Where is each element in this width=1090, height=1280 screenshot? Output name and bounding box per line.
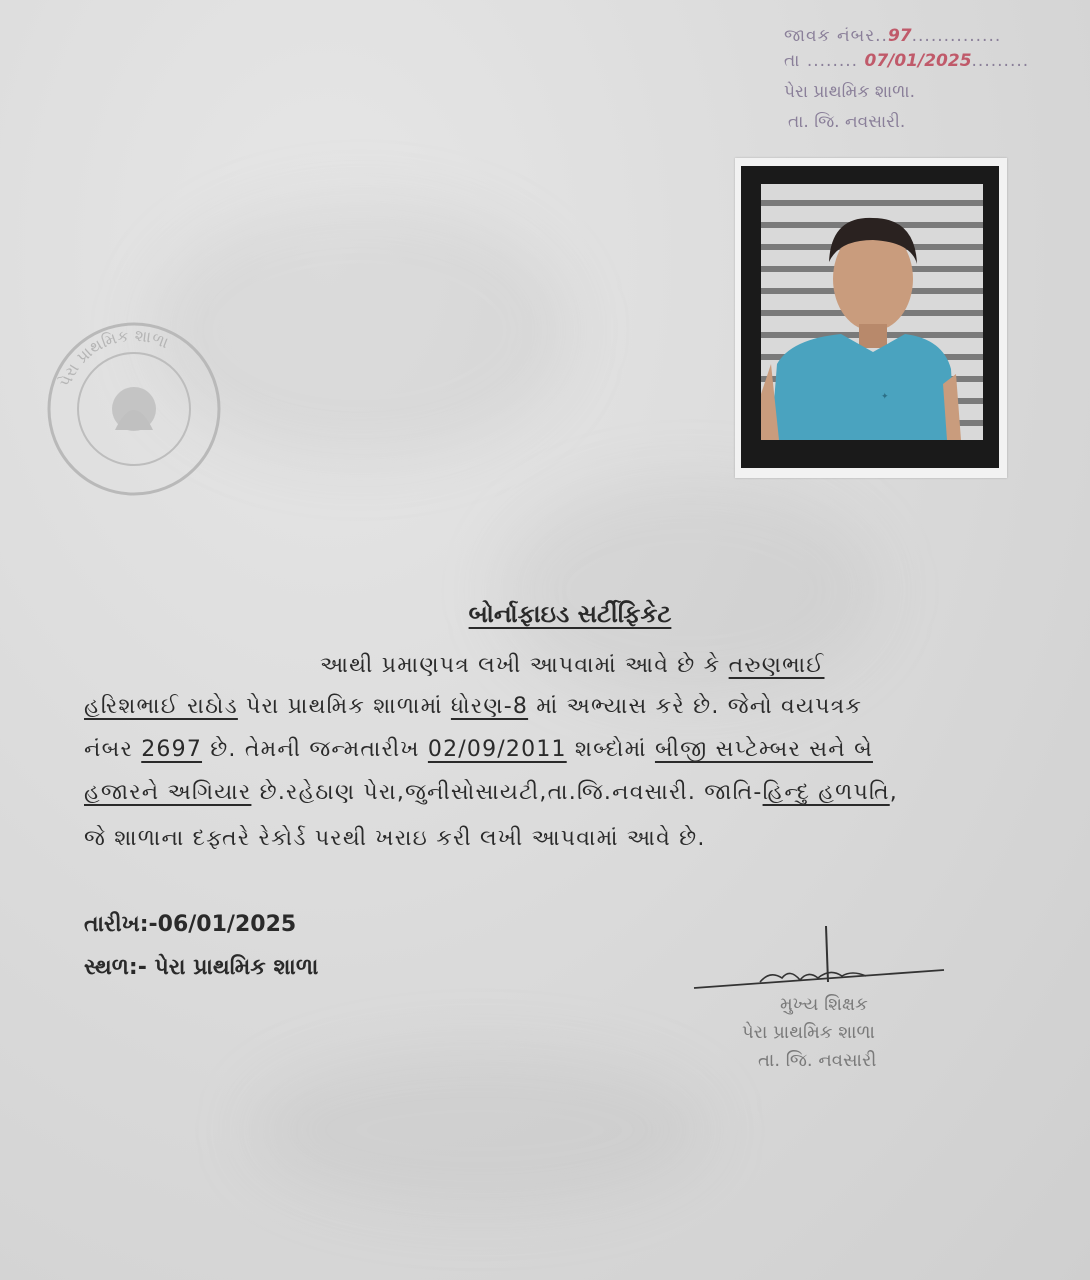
svg-text:✦: ✦: [881, 392, 889, 402]
student-photo: [761, 184, 983, 440]
certificate-line-1: આથી પ્રમાણપત્ર લખી આપવામાં આવે છે કે તરુણભાઈ: [320, 653, 825, 678]
school-seal: [45, 320, 223, 498]
certificate-line-5: જે શાળાના દફ્તરે રેકોર્ડ પરથી ખરાઇ કરી લખી આપવામાં આવે છે.: [84, 826, 706, 851]
signatory-school: પેરા પ્રાથમિક શાળા: [742, 1022, 875, 1043]
student-standard: ધોરણ-8: [450, 694, 529, 719]
stamp-school-name: પેરા પ્રાથમિક શાળા.: [784, 82, 915, 102]
background-smudge: [250, 1050, 710, 1210]
issue-date-label: તારીખ:-: [84, 912, 158, 937]
student-first-name: તરુણભાઈ: [728, 653, 825, 678]
student-caste: હિન્દુ હળપતિ: [762, 780, 890, 805]
stamp-date-value: 07/01/2025: [864, 51, 972, 71]
certificate-line-2: હરિશભાઈ રાઠોડ પેરા પ્રાથમિક શાળામાં ધોરણ-8 માં અભ્યાસ કરે છે. જેનો વયપત્રક: [84, 694, 863, 719]
signatory-title: મુખ્ય શિક્ષક: [780, 994, 868, 1015]
issue-place-value: પેરા પ્રાથમિક શાળા: [154, 955, 319, 980]
outward-number-value: 97: [887, 26, 912, 46]
issue-date-value: 06/01/2025: [157, 912, 297, 937]
issue-date: [84, 912, 296, 937]
dob-in-words-continued: હજારને અગિયાર: [84, 780, 252, 805]
register-number: 2697: [141, 737, 203, 762]
student-photo-frame: [735, 158, 1007, 478]
certificate-line-4: હજારને અગિયાર છે.રહેઠાણ પેરા,જુનીસોસાયટી,તા.જિ.નવસારી. જાતિ-હિન્દુ હળપતિ,: [84, 780, 898, 805]
signature-mark: [690, 920, 970, 1000]
svg-text:પેરા પ્રાથમિક શાળા: પેરા પ્રાથમિક શાળા: [55, 325, 172, 390]
headmaster-signature-block: [690, 920, 970, 1080]
issue-place-label: સ્થળ:-: [84, 955, 147, 980]
outward-number-label: જાવક નંબર: [784, 26, 876, 46]
dob-in-words: બીજી સપ્ટેમ્બર સને બે: [654, 737, 873, 762]
signatory-district: તા. જિ. નવસારી: [758, 1050, 877, 1071]
date-of-birth: 02/09/2011: [427, 737, 567, 762]
certificate-line-3: નંબર 2697 છે. તેમની જન્મતારીખ 02/09/2011 શબ્દોમાં બીજી સપ્ટેમ્બર સને બે: [84, 737, 873, 762]
issue-place: [84, 955, 318, 980]
certificate-title: બોર્નાફાઇડ સર્ટીફિકેટ: [468, 600, 672, 628]
document-page: જાવક નંબર..97.............. તા ........ 07/01/2025......... પેરા પ્રાથમિક શાળા. તા. જિ. નવસારી. ✦ પેરા પ્રાથમિક શાળા બોર્નાફાઇડ સર્ટીફિકેટ આથી પ્રમાણપત્ર લખી આપવામાં આવે છે કે તરુણભાઈ હરિશભાઈ રાઠોડ પેરા પ્રાથમિક શાળામાં ધોરણ-8 માં અભ્યાસ કરે છે. જેનો વયપત્રક નંબર 2697 છે. તેમની જન્મતારીખ 02/09/2011 શબ્દોમાં બીજી સપ્ટેમ્બર સને બે હજારને અગિયાર છે.રહેઠાણ પેરા,જુનીસોસાયટી,તા.જિ.નવસારી. જાતિ-હિન્દુ હળપતિ, જે શાળાના દફ્તરે રેકોર્ડ પરથી ખરાઇ કરી લખી આપવામાં આવે છે. તારીખ:-06/01/2025 સ્થળ:- પેરા પ્રાથમિક શાળા મુખ્ય શિક્ષક પેરા પ્રાથમિક શાળા તા. જિ. નવસારી: [0, 0, 1090, 1280]
student-last-name: હરિશભાઈ રાઠોડ: [84, 694, 238, 719]
stamp-date-label: તા: [784, 51, 801, 71]
stamp-district: તા. જિ. નવસારી.: [788, 112, 906, 132]
